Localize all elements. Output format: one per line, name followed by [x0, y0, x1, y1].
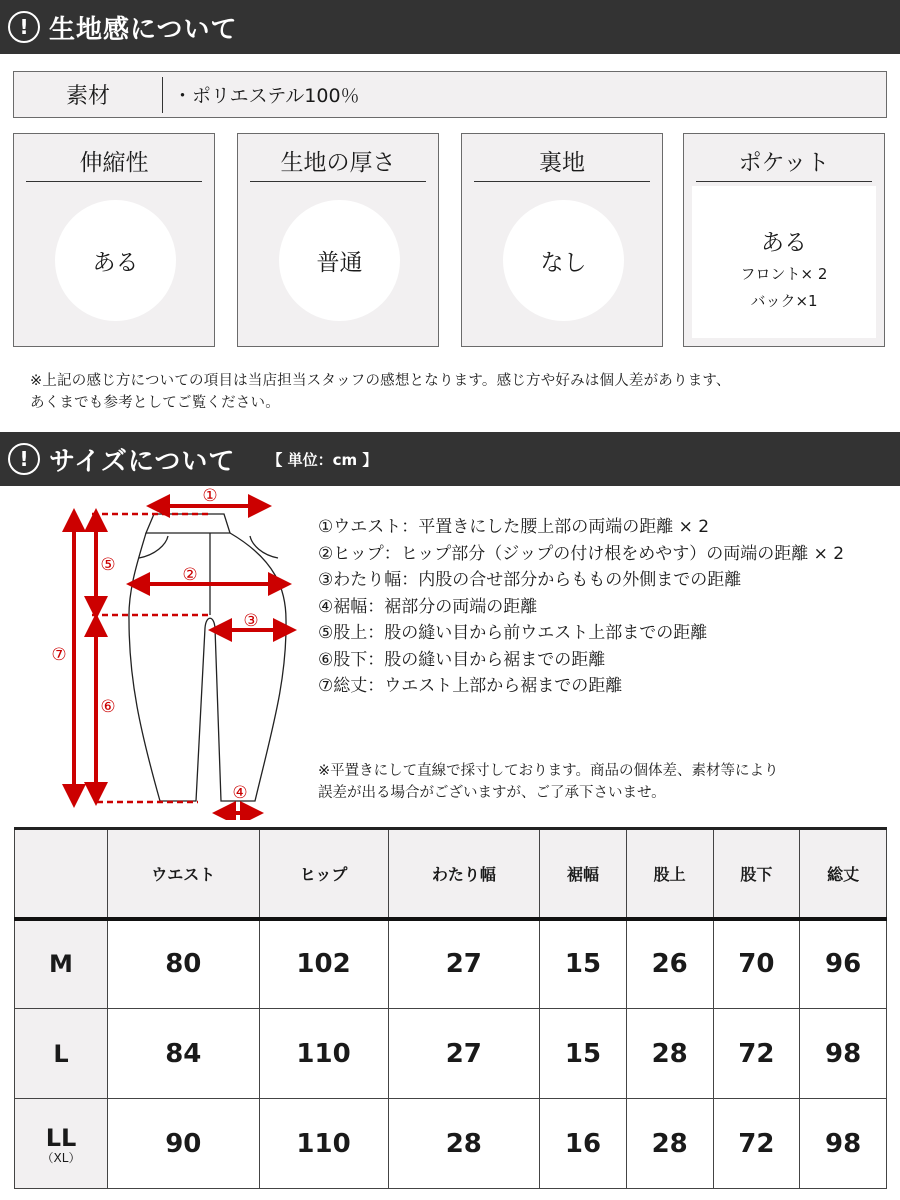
table-cell: 84 — [108, 1009, 260, 1099]
measurement-legend — [318, 514, 844, 700]
pocket-back-count: バック×1 — [750, 292, 818, 310]
property-value: なし — [503, 200, 624, 321]
legend-item: ③わたり幅：内股の合せ部分からももの外側までの距離 — [318, 570, 742, 590]
table-cell: 27 — [388, 1009, 540, 1099]
table-cell: 27 — [388, 919, 540, 1009]
exclamation-circle-icon: ! — [8, 443, 40, 475]
table-cell: 15 — [540, 919, 627, 1009]
section-title: サイズについて — [49, 446, 236, 477]
fabric-note — [30, 370, 731, 414]
size-label — [15, 1099, 108, 1189]
table-header: ウエスト — [108, 829, 260, 919]
table-cell: 26 — [626, 919, 713, 1009]
material-value: ・ポリエステル100％ — [173, 85, 360, 107]
table-header-row — [15, 829, 887, 919]
marker-3: ③ — [243, 611, 259, 631]
measurement-note — [318, 760, 779, 804]
table-cell: 72 — [713, 1009, 800, 1099]
table-cell: 110 — [259, 1099, 388, 1189]
note-line: ※上記の感じ方についての項目は当店担当スタッフの感想となります。感じ方や好みは個人差があります、 — [30, 373, 731, 389]
property-card-stretch — [13, 133, 215, 347]
legend-item: ⑤股上：股の縫い目から前ウエスト上部までの距離 — [318, 623, 708, 643]
size-label: L — [15, 1009, 108, 1099]
table-cell: 28 — [626, 1099, 713, 1189]
table-cell: 98 — [800, 1009, 887, 1099]
note-line: ※平置きにして直線で採寸しております。商品の個体差、素材等により — [318, 763, 779, 779]
size-label-sub: （XL） — [41, 1150, 81, 1165]
note-line: あくまでも参考としてご覧ください。 — [30, 395, 280, 411]
table-row — [15, 1009, 887, 1099]
property-title: ポケット — [696, 146, 872, 182]
section-title: 生地感について — [49, 14, 238, 45]
table-row — [15, 919, 887, 1009]
table-header: 総丈 — [800, 829, 887, 919]
pocket-detail-panel — [692, 186, 876, 338]
table-cell: 90 — [108, 1099, 260, 1189]
table-cell: 72 — [713, 1099, 800, 1189]
marker-2: ② — [182, 565, 198, 585]
size-table — [14, 827, 887, 1189]
legend-item: ⑦総丈：ウエスト上部から裾までの距離 — [318, 676, 623, 696]
marker-7: ⑦ — [51, 645, 67, 665]
property-title: 裏地 — [474, 146, 650, 182]
table-cell: 102 — [259, 919, 388, 1009]
marker-4: ④ — [232, 783, 248, 803]
table-header: わたり幅 — [388, 829, 540, 919]
size-label-main: LL — [45, 1123, 77, 1152]
table-header: 裾幅 — [540, 829, 627, 919]
table-cell: 110 — [259, 1009, 388, 1099]
table-header-empty — [15, 829, 108, 919]
property-card-pocket — [683, 133, 885, 347]
property-value: 普通 — [279, 200, 400, 321]
table-header: 股下 — [713, 829, 800, 919]
material-row — [13, 71, 887, 118]
property-value: ある — [761, 230, 807, 256]
marker-1: ① — [202, 486, 218, 506]
fabric-section-header — [0, 0, 900, 54]
table-cell: 28 — [626, 1009, 713, 1099]
table-header: ヒップ — [259, 829, 388, 919]
property-value: ある — [55, 200, 176, 321]
property-card-thickness — [237, 133, 439, 347]
table-cell: 28 — [388, 1099, 540, 1189]
table-cell: 70 — [713, 919, 800, 1009]
unit-label: 【 単位：cm 】 — [267, 450, 378, 469]
table-cell: 98 — [800, 1099, 887, 1189]
exclamation-circle-icon: ! — [8, 11, 40, 43]
fabric-properties — [13, 133, 887, 347]
pocket-front-count: フロント× 2 — [740, 265, 828, 283]
size-label: M — [15, 919, 108, 1009]
property-title: 生地の厚さ — [250, 146, 426, 182]
size-section-header — [0, 432, 900, 486]
table-cell: 96 — [800, 919, 887, 1009]
table-cell: 15 — [540, 1009, 627, 1099]
table-header: 股上 — [626, 829, 713, 919]
divider — [162, 77, 163, 113]
property-title: 伸縮性 — [26, 146, 202, 182]
pants-outline-icon — [40, 480, 310, 820]
note-line: 誤差が出る場合がございますが、ご了承下さいませ。 — [318, 785, 666, 801]
table-row — [15, 1099, 887, 1189]
legend-item: ④裾幅：裾部分の両端の距離 — [318, 596, 538, 617]
pants-measurement-diagram — [40, 480, 310, 820]
legend-item: ⑥股下：股の縫い目から裾までの距離 — [318, 649, 606, 670]
marker-6: ⑥ — [100, 697, 116, 717]
property-card-lining — [461, 133, 663, 347]
table-cell: 16 — [540, 1099, 627, 1189]
material-label: 素材 — [65, 84, 110, 109]
marker-5: ⑤ — [100, 555, 116, 575]
legend-item: ②ヒップ：ヒップ部分（ジップの付け根をめやす）の両端の距離 × 2 — [318, 543, 845, 564]
table-cell: 80 — [108, 919, 260, 1009]
legend-item: ①ウエスト：平置きにした腰上部の両端の距離 × 2 — [318, 517, 710, 537]
